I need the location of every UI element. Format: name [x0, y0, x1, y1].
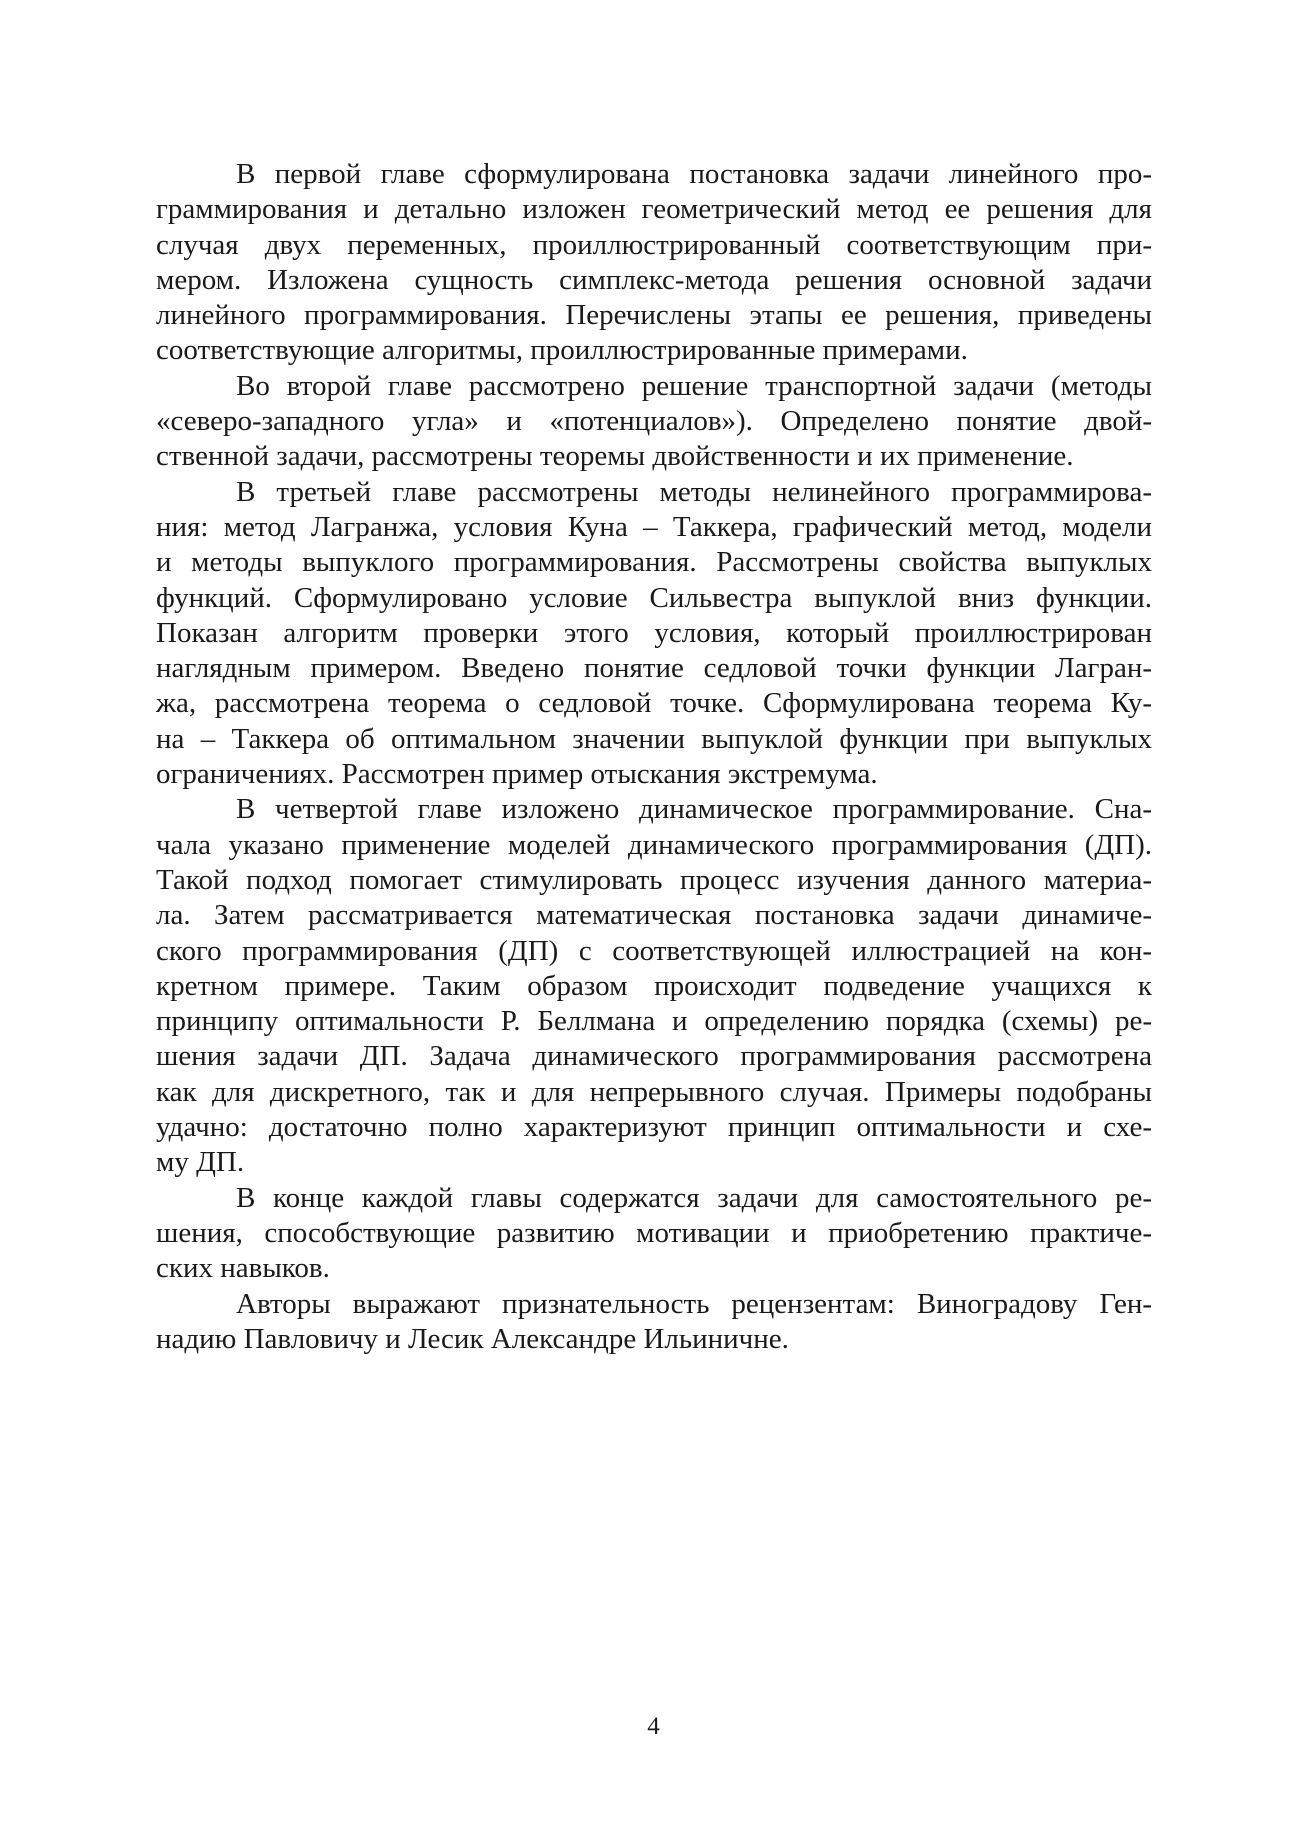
paragraph — [156, 1181, 1152, 1287]
paragraph — [156, 792, 1152, 1180]
text-line: ограничениях. Рассмотрен пример отыскания экстремума. — [156, 758, 878, 791]
text-line: соответствующие алгоритмы, проиллюстрированные примерами. — [156, 334, 968, 367]
paragraph — [156, 157, 1152, 369]
text-line: В конце каждой главы содержатся задачи для самостоятельного ре- — [236, 1181, 1152, 1214]
text-line: кретном примере. Таким образом происходит подведение учащихся к — [156, 969, 1152, 1002]
text-line: случая двух переменных, проиллюстрированный соответствующим при- — [156, 228, 1152, 261]
text-line: В третьей главе рассмотрены методы нелинейного программирова- — [236, 475, 1152, 508]
text-line: линейного программирования. Перечислены этапы ее решения, приведены — [156, 299, 1152, 332]
text-line: В первой главе сформулирована постановка задачи линейного про- — [236, 158, 1152, 190]
text-line: ла. Затем рассматривается математическая постановка задачи динамиче- — [156, 899, 1152, 932]
text-line: на – Таккера об оптимальном значении выпуклой функции при выпуклых — [156, 722, 1152, 755]
body-text — [156, 157, 1152, 1357]
text-line: В четвертой главе изложено динамическое программирование. Сна- — [236, 793, 1152, 826]
text-line: шения задачи ДП. Задача динамического программирования рассмотрена — [156, 1040, 1152, 1073]
text-line: ского программирования (ДП) с соответствующей иллюстрацией на кон- — [156, 934, 1152, 967]
text-line: наглядным примером. Введено понятие седловой точки функции Лагран- — [156, 652, 1152, 685]
text-line: Такой подход помогает стимулировать процесс изучения данного материа- — [156, 863, 1152, 896]
text-line: Показан алгоритм проверки этого условия, который проиллюстрирован — [156, 616, 1152, 649]
text-line: граммирования и детально изложен геометрический метод ее решения для — [156, 193, 1152, 226]
text-line: принципу оптимальности Р. Беллмана и определению порядка (схемы) ре- — [156, 1005, 1152, 1038]
text-line: ских навыков. — [156, 1252, 330, 1285]
page-number: 4 — [647, 1713, 660, 1740]
text-line: и методы выпуклого программирования. Рассмотрены свойства выпуклых — [156, 546, 1152, 579]
text-line: ственной задачи, рассмотрены теоремы двойственности и их применение. — [156, 440, 1074, 473]
text-line: как для дискретного, так и для непрерывного случая. Примеры подобраны — [156, 1075, 1152, 1108]
text-line: шения, способствующие развитию мотивации и приобретению практиче- — [156, 1216, 1152, 1249]
paragraph — [156, 369, 1152, 475]
paragraph — [156, 1287, 1152, 1358]
text-line: мером. Изложена сущность симплекс-метода решения основной задачи — [156, 263, 1152, 296]
paragraph — [156, 475, 1152, 793]
text-line: жа, рассмотрена теорема о седловой точке. Сформулирована теорема Ку- — [156, 687, 1152, 720]
text-line: «северо-западного угла» и «потенциалов»). Определено понятие двой- — [156, 405, 1152, 438]
text-line: функций. Сформулировано условие Сильвестра выпуклой вниз функции. — [156, 581, 1152, 614]
text-line: Во второй главе рассмотрено решение транспортной задачи (методы — [236, 369, 1152, 402]
text-line: чала указано применение моделей динамического программирования (ДП). — [156, 828, 1152, 861]
text-line: ния: метод Лагранжа, условия Куна – Таккера, графический метод, модели — [156, 510, 1152, 543]
text-line: му ДП. — [156, 1146, 245, 1179]
text-line: надию Павловичу и Лесик Александре Ильиничне. — [156, 1322, 789, 1355]
text-line: удачно: достаточно полно характеризуют принцип оптимальности и схе- — [156, 1111, 1152, 1144]
text-line: Авторы выражают признательность рецензентам: Виноградову Ген- — [236, 1287, 1152, 1320]
